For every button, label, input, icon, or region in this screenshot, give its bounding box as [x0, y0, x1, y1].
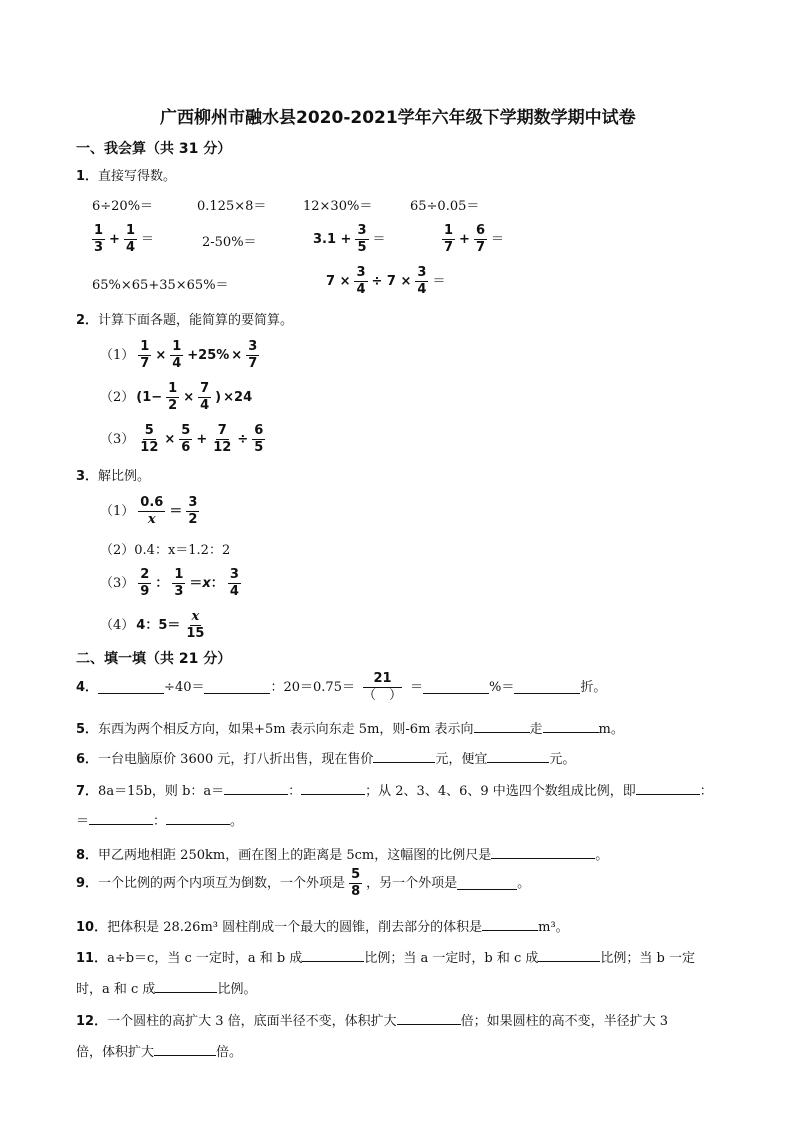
- section-heading-2: 二、填一填（共 21 分）: [76, 651, 232, 667]
- question-11-line-2: 时，a 和 c 成 比例。: [76, 982, 257, 997]
- question-9: 9． 一个比例的两个内项互为倒数，一个外项是 $\frac{5}{8}$ ，另一个外项是 。: [76, 867, 531, 899]
- answer-blank[interactable]: [166, 812, 230, 825]
- q1-item: 65%×65+35×65%＝: [92, 278, 229, 293]
- question-7-line-2: ＝ ： 。: [76, 814, 244, 829]
- question-5: 5．东西为两个相反方向，如果+5m 表示向东走 5m，则-6m 表示向 走 m。: [76, 722, 624, 737]
- question-1: [76, 170, 176, 183]
- question-8: 8．甲乙两地相距 250km，画在图上的距离是 5cm，这幅图的比例尺是 。: [76, 848, 609, 863]
- answer-blank[interactable]: [224, 782, 288, 795]
- answer-blank[interactable]: [98, 681, 164, 694]
- answer-blank[interactable]: [204, 681, 270, 694]
- question-number: 2．: [76, 313, 99, 328]
- question-12-line-1: 12．一个圆柱的高扩大 3 倍，底面半径不变，体积扩大 倍；如果圆柱的高不变，半径扩大 3: [76, 1014, 669, 1029]
- q1-item-fraction-sum: $\frac{1}{3}$ + $\frac{1}{4}$ ＝: [94, 223, 155, 255]
- answer-blank[interactable]: [491, 846, 595, 859]
- answer-blank[interactable]: [155, 980, 217, 993]
- answer-blank[interactable]: [482, 918, 538, 931]
- q2-part-3: （3） $\frac{5}{12}$ × $\frac{5}{6}$ + $\frac{7}{12}$ ÷ $\frac{6}{5}$: [100, 423, 264, 455]
- q1-item: 6÷20%＝: [92, 199, 154, 214]
- q1-item-mixed-division: 7 × $\frac{3}{4}$ ÷ 7 × $\frac{3}{4}$ ＝: [326, 265, 446, 297]
- q1-item-fraction-sum-2: $\frac{1}{7}$ + $\frac{6}{7}$ ＝: [444, 223, 505, 255]
- question-10: 10．把体积是 28.26m³ 圆柱削成一个最大的圆锥，削去部分的体积是 m³。: [76, 920, 569, 935]
- answer-blank[interactable]: [423, 681, 489, 694]
- question-text: 计算下面各题，能简算的要简算。: [98, 313, 294, 328]
- answer-blank[interactable]: [474, 720, 530, 733]
- q3-part-4: （4） 4：5＝ $\frac{x}{15}$: [100, 609, 205, 641]
- section-heading-1: 一、我会算（共 31 分）: [76, 141, 232, 157]
- answer-blank[interactable]: [514, 681, 580, 694]
- answer-blank[interactable]: [89, 812, 153, 825]
- question-number: 1．: [76, 169, 99, 184]
- answer-blank[interactable]: [636, 782, 700, 795]
- question-number: 3．: [76, 469, 99, 484]
- question-text: 解比例。: [98, 469, 151, 484]
- question-7-line-1: 7．8a＝15b，则 b：a＝ ： ；从 2、3、4、6、9 中选四个数组成比例，即 ：: [76, 784, 713, 799]
- q3-part-3: （3） $\frac{2}{9}$ ： $\frac{1}{3}$ ＝x： $\frac{3}{4}$: [100, 567, 239, 599]
- question-3: [76, 470, 150, 483]
- answer-blank[interactable]: [543, 720, 599, 733]
- page-title: 广西柳州市融水县2020-2021学年六年级下学期数学期中试卷: [160, 108, 636, 128]
- q2-part-2: （2） (1− $\frac{1}{2}$ × $\frac{7}{4}$ ) ×24: [100, 381, 253, 413]
- q1-item-decimal-plus-fraction: 3.1 + $\frac{3}{5}$ ＝: [313, 223, 386, 255]
- q3-part-2: （2）0.4：x＝1.2：2: [100, 543, 231, 558]
- answer-blank[interactable]: [154, 1043, 216, 1056]
- answer-blank[interactable]: [301, 782, 365, 795]
- q2-part-1: （1） $\frac{1}{7}$ × $\frac{1}{4}$ +25% × $\frac{3}{7}$: [100, 339, 258, 371]
- q1-item: 0.125×8＝: [197, 199, 267, 214]
- question-6: 6．一台电脑原价 3600 元，打八折出售，现在售价 元，便宜 元。: [76, 752, 576, 767]
- answer-blank[interactable]: [538, 949, 600, 962]
- question-text: 直接写得数。: [98, 169, 177, 184]
- answer-blank[interactable]: [302, 949, 364, 962]
- question-4: 4． ÷40＝ ：20＝0.75＝ $\frac{21}{( )}$ ＝ %＝ 折。: [76, 671, 607, 703]
- question-2: [76, 314, 293, 327]
- answer-blank[interactable]: [397, 1012, 461, 1025]
- q1-item: 2-50%＝: [202, 235, 257, 250]
- q1-item: 12×30%＝: [303, 199, 373, 214]
- question-11-line-1: 11．a÷b＝c，当 c 一定时，a 和 b 成 比例；当 a 一定时，b 和 c 成 比例；当 b 一定: [76, 951, 695, 966]
- question-12-line-2: 倍，体积扩大 倍。: [76, 1045, 243, 1060]
- q3-part-1: （1） $\frac{0.6}{x}$ ＝ $\frac{3}{2}$: [100, 495, 198, 527]
- answer-blank[interactable]: [373, 750, 435, 763]
- answer-blank[interactable]: [457, 877, 517, 890]
- answer-blank[interactable]: [487, 750, 549, 763]
- q1-item: 65÷0.05＝: [410, 199, 480, 214]
